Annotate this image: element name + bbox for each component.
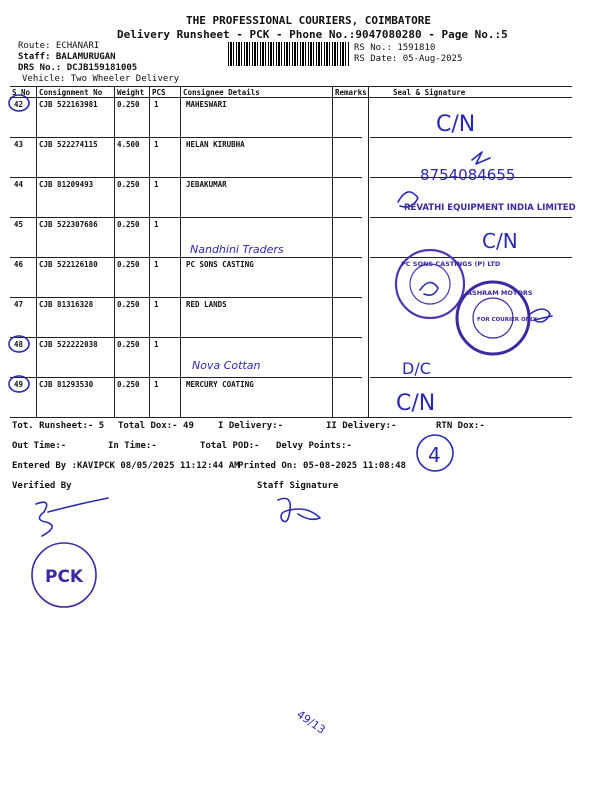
circle-mark-49 xyxy=(9,376,29,392)
cell-pcs: 1 xyxy=(154,180,159,189)
vehicle: Vehicle: Two Wheeler Delivery xyxy=(22,74,180,84)
cell-sno: 45 xyxy=(14,220,24,229)
cell-consignee: MERCURY COATING xyxy=(186,380,254,389)
cell-sno: 49 xyxy=(14,380,24,389)
hw-row49-signature: C/N xyxy=(396,391,436,416)
col-weight: Weight xyxy=(117,88,145,97)
in-time: In Time:- xyxy=(108,441,157,451)
ashram-seal-ring-text: ASHRAM MOTORS xyxy=(467,289,533,297)
staff: Staff: BALAMURUGAN xyxy=(18,52,116,62)
cell-weight: 0.250 xyxy=(117,220,140,229)
cell-pcs: 1 xyxy=(154,220,159,229)
circle-mark-48 xyxy=(9,336,29,352)
circle-mark-42 xyxy=(9,95,29,111)
cell-consignment: CJB 522222038 xyxy=(39,340,98,349)
hw-row43-phone: 8754084655 xyxy=(420,166,516,184)
hw-row44-company-stamp: REVATHI EQUIPMENT INDIA LIMITED xyxy=(404,203,576,213)
col-seal-signature: Seal & Signature xyxy=(393,88,466,97)
ashram-seal-center-text: FOR COURIER ONLY xyxy=(477,317,537,323)
cell-weight: 4.500 xyxy=(117,140,140,149)
cell-pcs: 1 xyxy=(154,260,159,269)
hw-staff-signature xyxy=(278,498,320,521)
cell-sno: 42 xyxy=(14,100,24,109)
col-remarks: Remarks xyxy=(335,88,367,97)
i-delivery: I Delivery:- xyxy=(218,421,284,431)
col-pcs: PCS xyxy=(152,88,166,97)
hw-row43-scribble xyxy=(472,152,490,164)
col-consignment: Consignment No xyxy=(39,88,103,97)
rtn-dox: RTN Dox:- xyxy=(436,421,485,431)
cell-consignment: CJB 81293530 xyxy=(39,380,94,389)
cell-consignee: RED LANDS xyxy=(186,300,227,309)
cell-consignment: CJB 81209493 xyxy=(39,180,94,189)
cell-pcs: 1 xyxy=(154,300,159,309)
col-consignee: Consignee Details xyxy=(183,88,260,97)
cell-sno: 43 xyxy=(14,140,24,149)
hw-row42-signature: C/N xyxy=(436,112,476,137)
cell-weight: 0.250 xyxy=(117,300,140,309)
cell-weight: 0.250 xyxy=(117,380,140,389)
out-time: Out Time:- xyxy=(12,441,67,451)
rs-date: RS Date: 05-Aug-2025 xyxy=(354,54,463,64)
route: Route: ECHANARI xyxy=(18,41,100,51)
drs-number: DRS No.: DCJB159181005 xyxy=(18,63,138,73)
total-pod: Total POD:- xyxy=(200,441,260,451)
hw-bottom-note: 49/13 xyxy=(294,707,328,737)
cell-consignment: CJB 522163981 xyxy=(39,100,98,109)
cell-sno: 48 xyxy=(14,340,24,349)
hw-row45-signature: C/N xyxy=(482,229,518,253)
ii-delivery: II Delivery:- xyxy=(326,421,397,431)
hw-circled-count: 4 xyxy=(428,443,441,467)
cell-consignee: MAHESWARI xyxy=(186,100,227,109)
pck-stamp-text: PCK xyxy=(45,567,84,587)
cell-consignment: CJB 81316328 xyxy=(39,300,94,309)
cell-pcs: 1 xyxy=(154,100,159,109)
cell-sno: 46 xyxy=(14,260,24,269)
cell-pcs: 1 xyxy=(154,340,159,349)
verified-by-label: Verified By xyxy=(12,481,72,491)
cell-consignee: HELAN KIRUBHA xyxy=(186,140,245,149)
delivery-points: Delvy Points:- xyxy=(276,441,352,451)
cell-consignment: CJB 522307686 xyxy=(39,220,98,229)
pc-sons-seal-text: PC SONS CASTINGS (P) LTD xyxy=(401,260,501,268)
entered-by: Entered By :KAVIPCK 08/05/2025 11:12:44 AM xyxy=(12,461,240,471)
company-name: THE PROFESSIONAL COURIERS, COIMBATORE xyxy=(186,14,432,27)
cell-weight: 0.250 xyxy=(117,100,140,109)
total-runsheet: Tot. Runsheet:- 5 xyxy=(12,421,105,431)
ashram-motors-seal xyxy=(457,282,538,354)
hw-row48-signature: D/C xyxy=(402,359,431,378)
cell-consignment: CJB 522126180 xyxy=(39,260,98,269)
cell-weight: 0.250 xyxy=(117,340,140,349)
cell-consignment: CJB 522274115 xyxy=(39,140,98,149)
cell-pcs: 1 xyxy=(154,140,159,149)
hw-row45-name: Nandhini Traders xyxy=(190,243,284,256)
total-dox: Total Dox:- 49 xyxy=(118,421,194,431)
cell-sno: 47 xyxy=(14,300,24,309)
rs-number: RS No.: 1591810 xyxy=(354,43,436,53)
hw-ashram-initials xyxy=(530,309,552,322)
printed-on: Printed On: 05-08-2025 11:08:48 xyxy=(238,461,406,471)
cell-sno: 44 xyxy=(14,180,24,189)
cell-weight: 0.250 xyxy=(117,260,140,269)
hw-row48-name: Nova Cottan xyxy=(192,359,261,372)
pck-stamp xyxy=(32,543,96,607)
cell-consignee: JEBAKUMAR xyxy=(186,180,227,189)
col-sno: S No xyxy=(12,88,31,97)
staff-signature-label: Staff Signature xyxy=(257,481,339,491)
hw-verified-signature xyxy=(36,498,108,536)
cell-consignee: PC SONS CASTING xyxy=(186,260,254,269)
cell-pcs: 1 xyxy=(154,380,159,389)
runsheet-subtitle: Delivery Runsheet - PCK - Phone No.:9047080280 - Page No.:5 xyxy=(117,28,508,41)
cell-weight: 0.250 xyxy=(117,180,140,189)
